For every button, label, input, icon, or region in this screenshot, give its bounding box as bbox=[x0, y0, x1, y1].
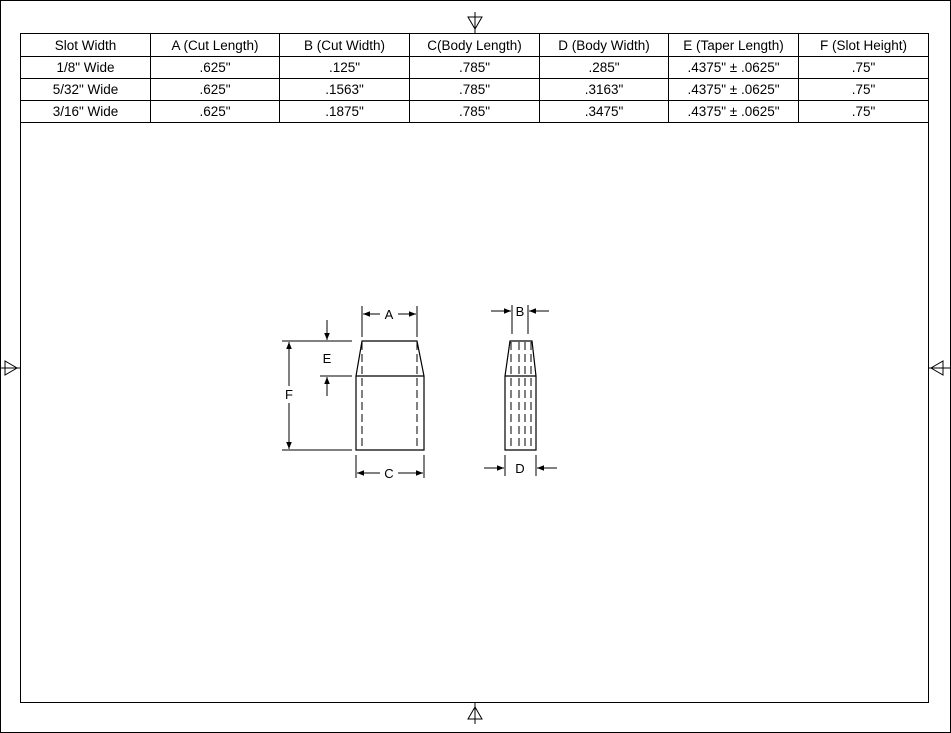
header-cut-length: A (Cut Length) bbox=[151, 34, 280, 57]
table-cell: 3/16" Wide bbox=[21, 101, 151, 123]
table-cell: .625" bbox=[151, 57, 280, 79]
table-cell: .3163" bbox=[540, 79, 669, 101]
header-cut-width: B (Cut Width) bbox=[280, 34, 410, 57]
table-cell: .1875" bbox=[280, 101, 410, 123]
table-cell: .4375" ± .0625" bbox=[669, 101, 799, 123]
label-f: F bbox=[285, 387, 293, 402]
table-cell: .785" bbox=[410, 101, 540, 123]
table-cell: .125" bbox=[280, 57, 410, 79]
table-cell: .625" bbox=[151, 79, 280, 101]
table-cell: .4375" ± .0625" bbox=[669, 57, 799, 79]
side-view bbox=[505, 341, 536, 450]
header-slot-height: F (Slot Height) bbox=[799, 34, 929, 57]
table-cell: .75" bbox=[799, 57, 929, 79]
table-cell: .75" bbox=[799, 101, 929, 123]
table-cell: .1563" bbox=[280, 79, 410, 101]
table-cell: .75" bbox=[799, 79, 929, 101]
label-e: E bbox=[322, 351, 332, 366]
table-cell: .4375" ± .0625" bbox=[669, 79, 799, 101]
table-cell: .625" bbox=[151, 101, 280, 123]
table-cell: .285" bbox=[540, 57, 669, 79]
front-view bbox=[356, 341, 424, 450]
label-b: B bbox=[515, 304, 525, 319]
header-taper-length: E (Taper Length) bbox=[669, 34, 799, 57]
front-view-outline bbox=[356, 341, 424, 450]
label-c: C bbox=[384, 466, 394, 481]
table-cell: 5/32" Wide bbox=[21, 79, 151, 101]
header-body-width: D (Body Width) bbox=[540, 34, 669, 57]
label-d: D bbox=[515, 461, 525, 476]
table-cell: .785" bbox=[410, 79, 540, 101]
table-cell: 1/8" Wide bbox=[21, 57, 151, 79]
table-cell: .785" bbox=[410, 57, 540, 79]
table-cell: .3475" bbox=[540, 101, 669, 123]
label-a: A bbox=[384, 307, 394, 322]
header-body-length: C(Body Length) bbox=[410, 34, 540, 57]
header-slot-width: Slot Width bbox=[21, 34, 151, 57]
